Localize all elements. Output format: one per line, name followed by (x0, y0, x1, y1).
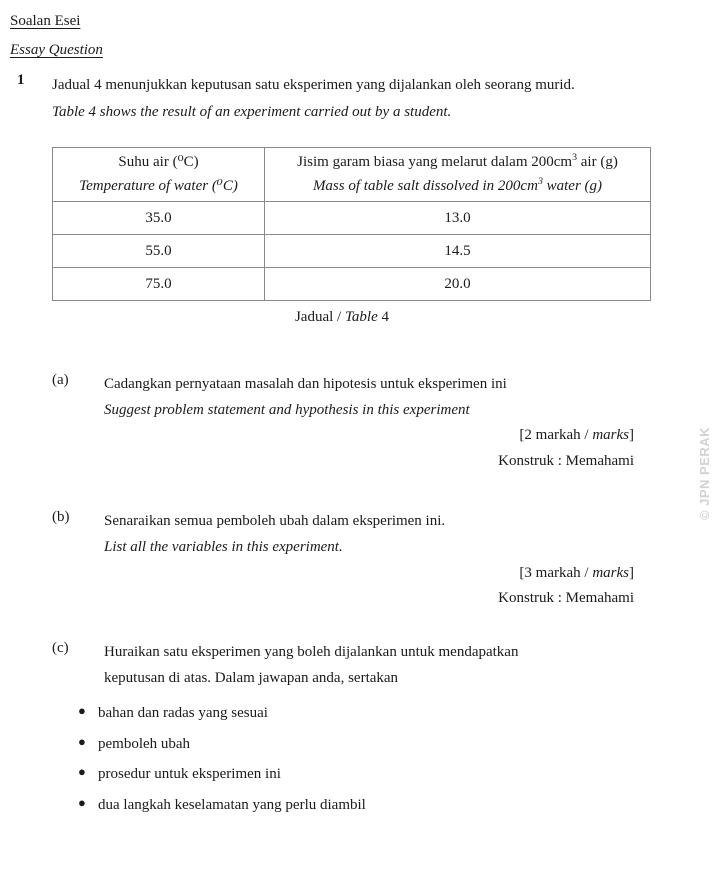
table-header-mass-malay-sup: 3 (572, 152, 578, 164)
part-a-marks-close: ] (629, 427, 634, 444)
cell-mass: 14.5 (265, 234, 651, 267)
part-a-label: (a) (52, 371, 69, 388)
table-row (53, 234, 651, 267)
bullet-icon: ● (78, 733, 86, 749)
part-b-marks-separator: / (584, 564, 589, 581)
part-a-marks-value: 2 markah (524, 427, 581, 444)
list-item (78, 759, 720, 790)
heading-gap (0, 29, 720, 43)
part-b-marks-open: [ (519, 564, 525, 581)
part-b-label: (b) (52, 509, 70, 526)
question-block (10, 72, 720, 125)
cell-temperature: 35.0 (53, 201, 265, 234)
table-header-temperature-english: Temperature of water (⁰C) (79, 177, 238, 194)
part-b-marks-value: 3 markah (524, 564, 581, 581)
part-c-body (104, 640, 634, 692)
list-item-label: bahan dan radas yang sesuai (98, 704, 268, 721)
experiment-data-table (52, 147, 651, 301)
part-b-body (104, 509, 634, 561)
list-item (78, 790, 720, 821)
watermark-text: © JPN PERAK (697, 426, 713, 520)
question-number: 1 (17, 72, 25, 88)
table-header-mass-malay-pre: Jisim garam biasa yang melarut dalam 200cm (297, 154, 573, 171)
part-a-marks-open: [ (519, 427, 525, 444)
part-b-text-english: List all the variables in this experiment. (104, 538, 343, 555)
part-a-text-malay: Cadangkan pernyataan masalah dan hipotesis untuk eksperimen ini (104, 375, 507, 392)
section-heading-malay-text: Soalan Esei (10, 13, 81, 29)
cell-mass: 20.0 (265, 267, 651, 300)
part-c-bullet-list (0, 698, 720, 821)
part-b-text-malay: Senaraikan semua pemboleh ubah dalam eksperimen ini. (104, 513, 446, 530)
part-b-konstruk: Konstruk : Memahami (498, 590, 634, 607)
table-header-mass (265, 148, 651, 202)
data-table-wrapper (52, 147, 632, 301)
cell-temperature: 55.0 (53, 234, 265, 267)
cell-temperature: 75.0 (53, 267, 265, 300)
bullet-icon: ● (78, 764, 86, 780)
question-stem-malay: Jadual 4 menunjukkan keputusan satu eksperimen yang dijalankan oleh seorang murid. (52, 77, 575, 93)
part-c-label: (c) (52, 640, 69, 657)
list-item-label: dua langkah keselamatan yang perlu diambil (98, 797, 366, 814)
list-item-label: pemboleh ubah (98, 735, 191, 752)
part-a-marks (52, 423, 634, 449)
table-header-mass-english-sup: 3 (537, 175, 543, 187)
spacer-after-table (0, 326, 720, 372)
section-heading-english-text: Essay Question (10, 42, 103, 58)
section-heading-malay (10, 14, 720, 29)
table-header-mass-malay-post: air (g) (577, 154, 618, 171)
spacer-after-part-b (0, 612, 720, 640)
part-b-marks-english: marks (592, 564, 629, 581)
question-stem (52, 72, 720, 125)
table-header-temperature (53, 148, 265, 202)
list-item (78, 729, 720, 760)
table-header-temperature-malay: Suhu air (⁰C) (118, 154, 199, 171)
part-b-marks-close: ] (629, 564, 634, 581)
part-c-text-line2: keputusan di atas. Dalam jawapan anda, sertakan (104, 670, 399, 687)
spacer-after-part-a (0, 475, 720, 509)
cell-mass: 13.0 (265, 201, 651, 234)
question-part-a (52, 372, 634, 475)
section-heading-english (10, 43, 720, 58)
table-header-row (53, 148, 651, 202)
table-header-mass-malay (269, 151, 646, 174)
table-caption-english: Table (344, 308, 378, 325)
part-a-marks-english: marks (592, 427, 629, 444)
table-row (53, 201, 651, 234)
table-caption-malay: Jadual (294, 308, 334, 325)
part-a-text-english: Suggest problem statement and hypothesis in this experiment (104, 401, 470, 418)
table-header-mass-english-post: water (g) (542, 177, 603, 194)
question-part-c (52, 640, 634, 692)
part-b-marks (52, 561, 634, 587)
table-caption-number: 4 (381, 308, 390, 325)
table-row (53, 267, 651, 300)
question-part-b (52, 509, 634, 612)
heading-gap-2 (0, 58, 720, 72)
list-item (78, 698, 720, 729)
part-a-marks-separator: / (584, 427, 589, 444)
table-header-mass-english (269, 175, 646, 198)
bullet-icon: ● (78, 795, 86, 811)
bullet-icon: ● (78, 702, 86, 718)
table-caption (52, 309, 632, 326)
question-stem-english: Table 4 shows the result of an experiment carried out by a student. (52, 103, 452, 120)
part-a-body (104, 372, 634, 424)
table-caption-separator: / (337, 308, 342, 325)
watermark (692, 418, 718, 528)
part-c-text-line1: Huraikan satu eksperimen yang boleh dijalankan untuk mendapatkan (104, 644, 519, 661)
table-header-mass-english-pre: Mass of table salt dissolved in 200cm (312, 177, 538, 194)
part-a-konstruk: Konstruk : Memahami (498, 453, 634, 470)
list-item-label: prosedur untuk eksperimen ini (98, 766, 281, 783)
